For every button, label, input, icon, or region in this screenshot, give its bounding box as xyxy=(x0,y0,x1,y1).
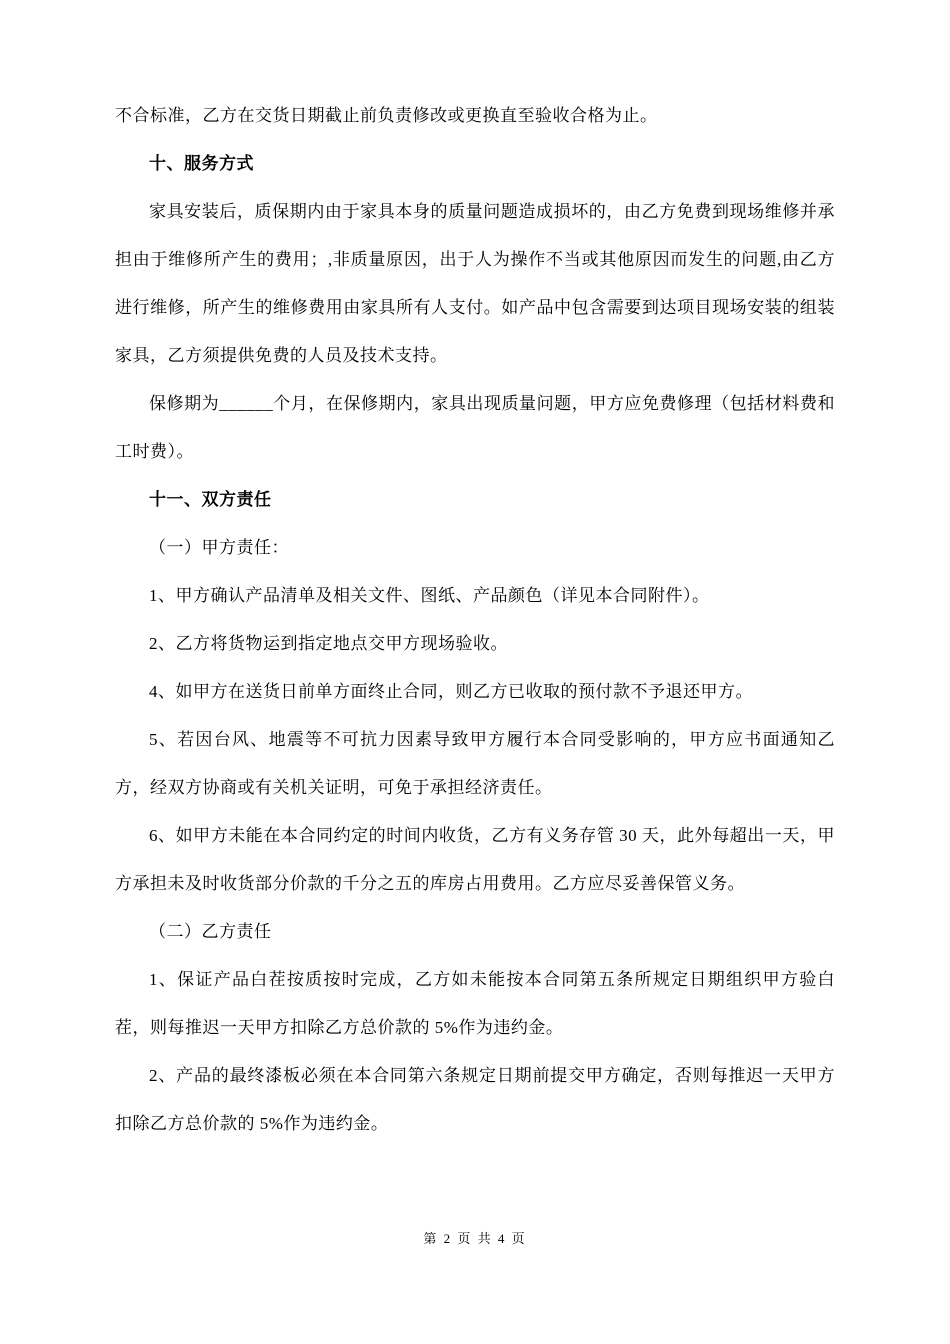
paragraph-party-a-item-5: 5、若因台风、地震等不可抗力因素导致甲方履行本合同受影响的，甲方应书面通知乙方，经双方协商或有关机关证明，可免于承担经济责任。 xyxy=(115,730,835,797)
paragraph-party-a-item-1: 1、甲方确认产品清单及相关文件、图纸、产品颜色（详见本合同附件）。 xyxy=(149,586,710,605)
paragraph-party-b-item-2: 2、产品的最终漆板必须在本合同第六条规定日期前提交甲方确定，否则每推迟一天甲方扣除乙方总价款的 5%作为违约金。 xyxy=(115,1066,835,1133)
paragraph-warranty-repair: 家具安装后，质保期内由于家具本身的质量问题造成损坏的，由乙方免费到现场维修并承担由于维修所产生的费用；,非质量原因，出于人为操作不当或其他原因而发生的问题,由乙方进行维修，所产生的维修费用由家具所有人支付。如产品中包含需要到达项目现场安装的组装家具，乙方须提供免费的人员及技术支持。 xyxy=(115,202,835,365)
paragraph-party-b-responsibility-title: （二）乙方责任 xyxy=(149,922,272,941)
paragraph-party-a-item-2: 2、乙方将货物运到指定地点交甲方现场验收。 xyxy=(149,634,508,653)
section-heading-responsibilities: 十一、双方责任 xyxy=(149,490,272,509)
paragraph-party-b-item-1: 1、保证产品白茬按质按时完成，乙方如未能按本合同第五条所规定日期组织甲方验白茬，则每推迟一天甲方扣除乙方总价款的 5%作为违约金。 xyxy=(115,970,835,1037)
paragraph-party-a-item-6: 6、如甲方未能在本合同约定的时间内收货，乙方有义务存管 30 天，此外每超出一天，甲方承担未及时收货部分价款的千分之五的库房占用费用。乙方应尽妥善保管义务。 xyxy=(115,826,835,893)
paragraph-continuation: 不合标准，乙方在交货日期截止前负责修改或更换直至验收合格为止。 xyxy=(115,106,658,125)
paragraph-party-a-responsibility-title: （一）甲方责任： xyxy=(149,538,289,557)
paragraph-party-a-item-4: 4、如甲方在送货日前单方面终止合同，则乙方已收取的预付款不予退还甲方。 xyxy=(149,682,753,701)
section-heading-service-method: 十、服务方式 xyxy=(149,154,254,173)
page-footer: 第 2 页 共 4 页 xyxy=(423,1231,527,1246)
paragraph-warranty-period: 保修期为______个月，在保修期内，家具出现质量问题，甲方应免费修理（包括材料费和工时费）。 xyxy=(115,394,835,461)
